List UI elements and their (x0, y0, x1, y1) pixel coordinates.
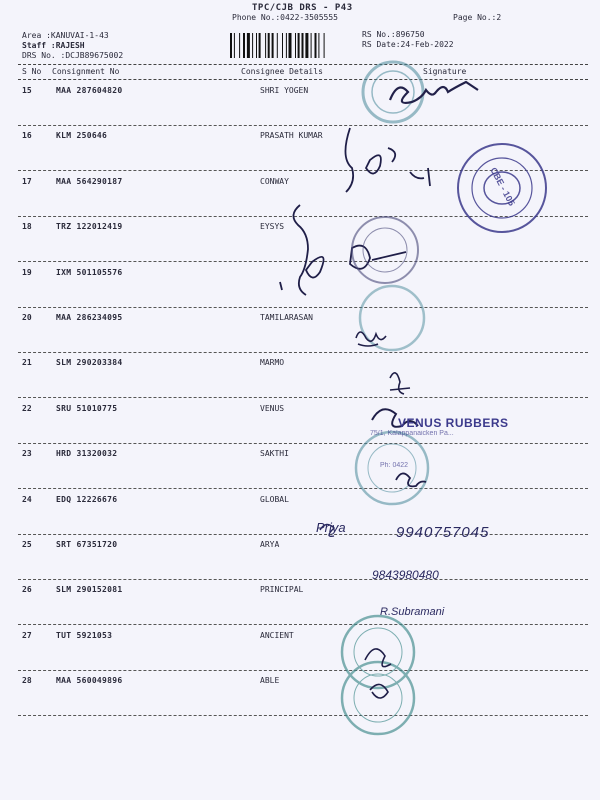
row-sno: 24 (22, 494, 32, 504)
row-consignee: SHRI YOGEN (260, 86, 309, 95)
branch-phone: Phone No.:0422-3505555 (232, 13, 338, 22)
row-consignment-no: SLM 290152081 (56, 585, 123, 595)
row-consignment-no: TRZ 122012419 (56, 222, 123, 232)
row-sno: 28 (22, 676, 32, 686)
signature-row21 (390, 373, 410, 394)
stamp-venus-address: 75/1, Kalappanaicken Pa... (370, 430, 454, 437)
handwritten-phone-row26: 9843980480 (372, 568, 439, 582)
row-sno: 19 (22, 267, 32, 277)
row-sno: 16 (22, 131, 32, 141)
stamp-venus-name: VENUS RUBBERS (398, 416, 509, 430)
signature-row15 (390, 82, 478, 103)
row-sno: 20 (22, 313, 32, 322)
stamp-venus-phone: Ph: 0422 (380, 462, 409, 469)
row-consignment-no: SRT 67351720 (56, 540, 118, 549)
row-consignment-no: MAA 287604820 (56, 86, 123, 95)
row-sno: 17 (22, 176, 32, 186)
row-consignee: PRINCIPAL (260, 585, 304, 595)
row-consignment-no: MAA 564290187 (56, 176, 123, 186)
row-consignee: MARMO (260, 358, 285, 368)
row-consignee: PRASATH KUMAR (260, 131, 323, 141)
row-sno: 22 (22, 403, 32, 413)
sheet-title: TPC/CJB DRS - P43 (252, 3, 353, 13)
stamp-ancient (342, 616, 414, 734)
row-consignment-no: EDQ 12226676 (56, 494, 118, 504)
row-consignee: VENUS (260, 403, 285, 413)
signature-row23 (396, 473, 426, 486)
row-sno: 18 (22, 222, 32, 232)
row-sno: 21 (22, 358, 32, 368)
stamp-conway-code: CBE - 105 (488, 165, 517, 208)
row-consignment-no: SRU 51010775 (56, 403, 118, 413)
row-consignee: GLOBAL (260, 494, 289, 504)
row-sno: 23 (22, 449, 32, 459)
row-consignment-no: SLM 290203384 (56, 358, 123, 368)
row-consignment-no: TUT 5921053 (56, 630, 113, 640)
row-consignee: SAKTHI (260, 449, 289, 459)
row-consignee: ANCIENT (260, 630, 294, 640)
stamp-eysys (352, 217, 418, 283)
row-sno: 26 (22, 585, 32, 595)
signature-row16-17 (345, 128, 430, 192)
rs-date: RS Date:24-Feb-2022 (362, 40, 454, 49)
col-sno-header: S No (22, 67, 42, 76)
handwritten-name-row25: Priya (316, 520, 346, 535)
handwritten-phone-row25: 9940757045 (396, 524, 490, 541)
col-signature-header: Signature (423, 67, 467, 76)
signature-row18-19 (280, 205, 406, 295)
rs-number: RS No.:896750 (362, 30, 425, 39)
row-consignee: ABLE (260, 676, 280, 686)
row-consignee: CONWAY (260, 176, 289, 186)
row-sno: 27 (22, 630, 32, 640)
row-consignment-no: KLM 250646 (56, 131, 108, 141)
row-consignment-no: MAA 560049896 (56, 676, 123, 686)
row-consignee: TAMILARASAN (260, 313, 313, 322)
col-consignment-header: Consignment No (52, 67, 120, 76)
row-consignee: EYSYS (260, 222, 285, 232)
row-consignee: ARYA (260, 540, 280, 549)
row-consignment-no: IXM 501105576 (56, 267, 123, 277)
row-consignment-no: MAA 286234095 (56, 313, 123, 322)
area-field: Area :KANUVAI-1-43 (22, 31, 109, 40)
drs-number: DRS No. :DCJB89675002 (22, 51, 124, 60)
col-consignee-header: Consignee Details (241, 67, 323, 76)
staff-field: Staff :RAJESH (22, 41, 85, 50)
signature-row27-28 (365, 649, 391, 698)
row-sno: 25 (22, 540, 32, 549)
handwritten-name-row26: R.Subramani (380, 606, 445, 618)
row-consignment-no: HRD 31320032 (56, 449, 118, 459)
row-sno: 15 (22, 86, 32, 95)
signature-row20 (356, 332, 386, 346)
page-number: Page No.:2 (453, 13, 502, 22)
